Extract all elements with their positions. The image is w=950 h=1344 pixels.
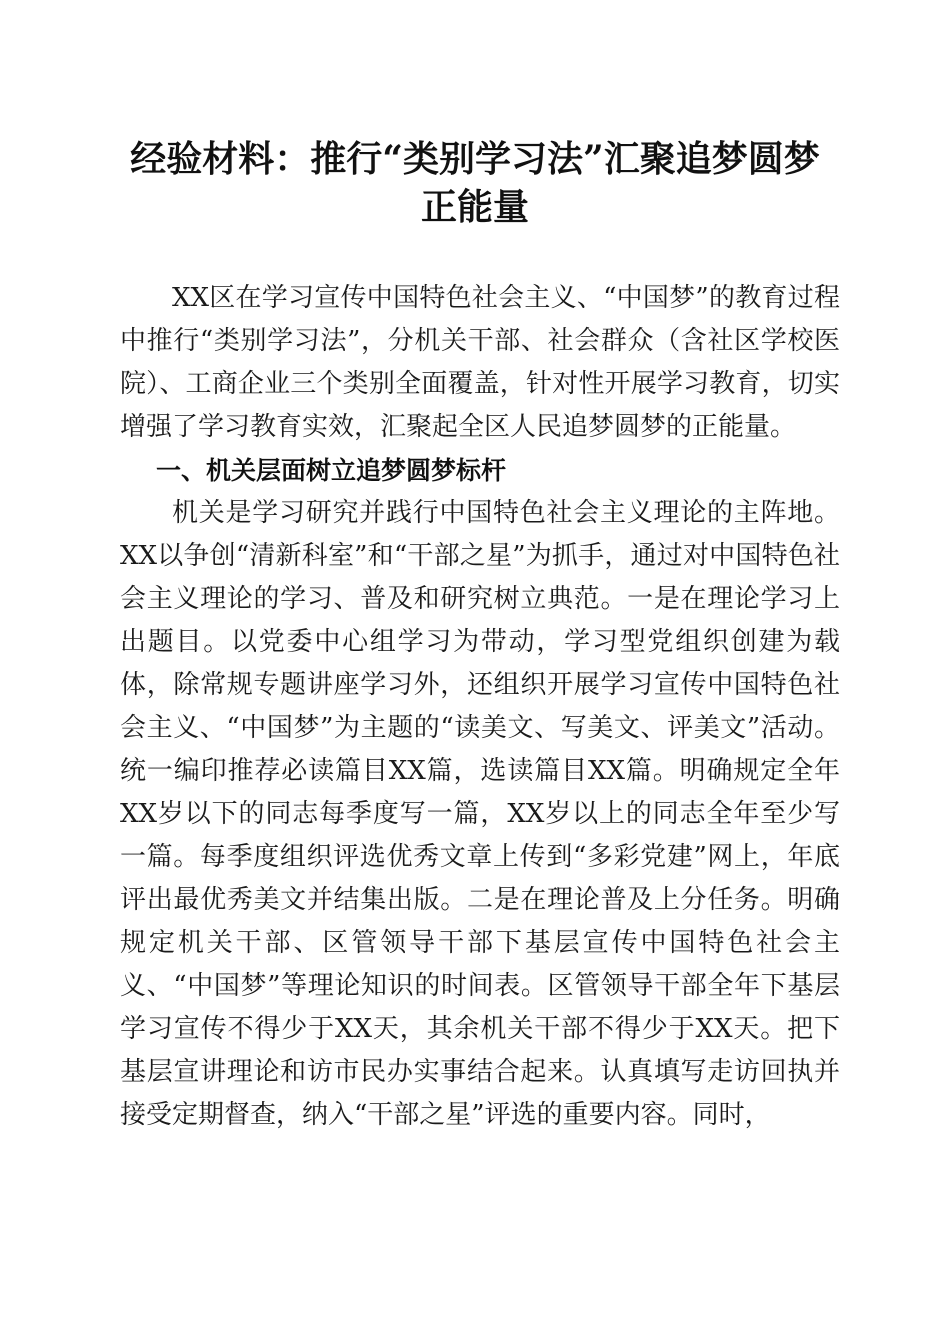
intro-paragraph: XX区在学习宣传中国特色社会主义、“中国梦”的教育过程中推行“类别学习法”，分机关干部、社会群众（含社区学校医院）、工商企业三个类别全面覆盖，针对性开展学习教育，切实增强了学习教育实效，汇聚起全区人民追梦圆梦的正能量。 bbox=[120, 283, 840, 442]
document-body bbox=[120, 277, 840, 1137]
document-title-line-2: 正能量 bbox=[420, 186, 529, 228]
section-1-paragraph: 机关是学习研究并践行中国特色社会主义理论的主阵地。XX以争创“清新科室”和“干部之星”为抓手，通过对中国特色社会主义理论的学习、普及和研究树立典范。一是在理论学习上出题目。以党委中心组学习为带动，学习型党组织创建为载体，除常规专题讲座学习外，还组织开展学习宣传中国特色社会主义、“中国梦”为主题的“读美文、写美文、评美文”活动。统一编印推荐必读篇目XX篇，选读篇目XX篇。明确规定全年XX岁以下的同志每季度写一篇，XX岁以上的同志全年至少写一篇。每季度组织评选优秀文章上传到“多彩党建”网上，年底评出最优秀美文并结集出版。二是在理论普及上分任务。明确规定机关干部、区管领导干部下基层宣传中国特色社会主义、“中国梦”等理论知识的时间表。区管领导干部全年下基层学习宣传不得少于XX天，其余机关干部不得少于XX天。把下基层宣讲理论和访市民办实事结合起来。认真填写走访回执并接受定期督查，纳入“干部之星”评选的重要内容。同时， bbox=[120, 498, 840, 1130]
section-heading-1: 一、机关层面树立追梦圆梦标杆 bbox=[156, 456, 507, 485]
document-title-line-1: 经验材料：推行“类别学习法”汇聚追梦圆梦 bbox=[130, 138, 820, 180]
